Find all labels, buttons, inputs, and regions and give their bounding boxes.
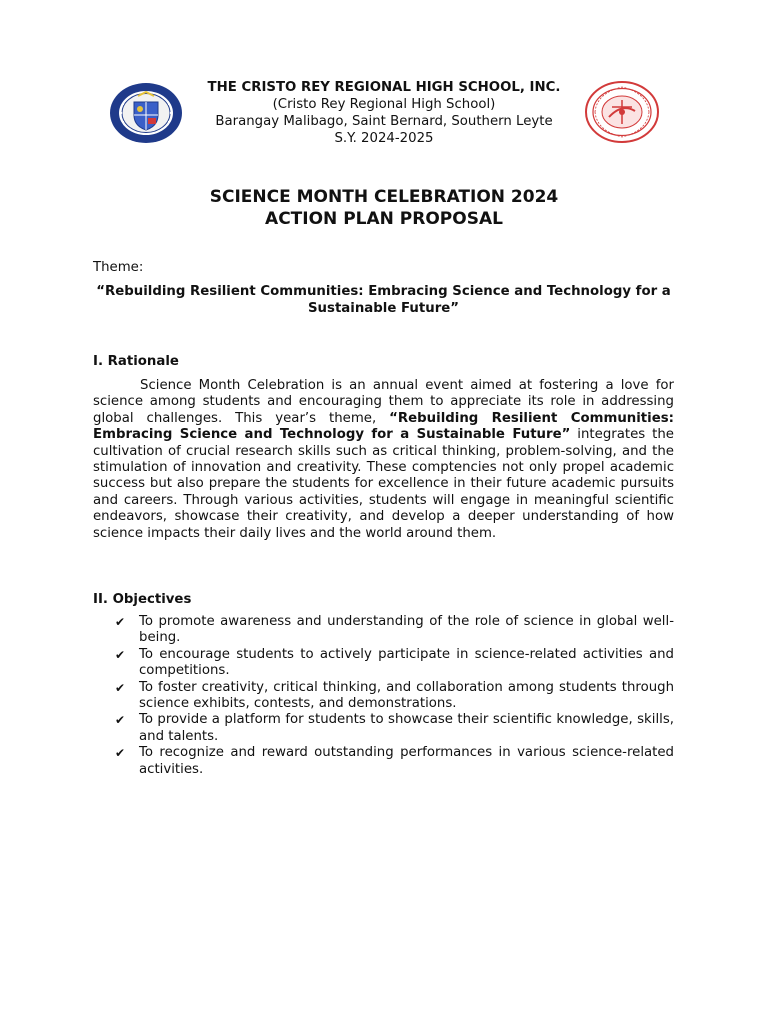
school-seal-logo <box>585 81 659 143</box>
objective-text: To provide a platform for students to showcase their scientific knowledge, skills, and talents. <box>139 712 674 744</box>
objective-item <box>93 712 674 745</box>
school-address: Barangay Malibago, Saint Bernard, Southern Leyte <box>215 114 553 129</box>
checkmark-icon: ✔ <box>115 713 126 728</box>
title-line-1: SCIENCE MONTH CELEBRATION 2024 <box>209 187 559 207</box>
document-title <box>0 186 768 230</box>
title-line-2: ACTION PLAN PROPOSAL <box>265 209 503 229</box>
checkmark-icon: ✔ <box>115 615 126 629</box>
school-name: THE CRISTO REY REGIONAL HIGH SCHOOL, INC. <box>207 80 561 95</box>
rationale-theme-bold: “Rebuilding Resilient Communities: Embracing Science and Technology for a Sustainable Future” <box>93 410 674 443</box>
objectives-heading: II. Objectives <box>93 592 192 607</box>
school-header <box>184 79 584 147</box>
school-short-name: (Cristo Rey Regional High School) <box>272 97 496 112</box>
objective-item <box>93 680 674 713</box>
checkmark-icon: ✔ <box>115 680 126 695</box>
objective-text: To recognize and reward outstanding performances in various science-related activities. <box>139 745 674 777</box>
rationale-text-part-1: Science Month Celebration is an annual event aimed at fostering a love for science among students and encouraging them to appreciate its role in addressing global challenges. This year’s theme, <box>93 378 674 426</box>
objective-text: To foster creativity, critical thinking, and collaboration among students through science exhibits, contests, and demonstrations. <box>139 679 674 712</box>
objective-text: To promote awareness and understanding of the role of science in global well-being. <box>139 614 674 646</box>
rationale-heading: I. Rationale <box>93 354 179 369</box>
checkmark-icon: ✔ <box>115 647 126 662</box>
objectives-list <box>93 614 674 778</box>
deped-seal-logo <box>109 82 183 144</box>
objective-text: To encourage students to actively participate in science-related activities and competitions. <box>139 646 674 679</box>
theme-label: Theme: <box>93 260 144 275</box>
objective-item <box>93 614 674 647</box>
rationale-paragraph <box>93 378 674 542</box>
rationale-text-part-2: integrates the cultivation of crucial research skills such as critical thinking, problem-solving, and the stimulation of innovation and creativity. These comptencies not only propel academic success but also prepare the students for excellence in their future academic pursuits and careers. Through various activities, students will engage in meaningful scientific endeavors, showcase their creativity, and develop a deeper understanding of how science impacts their daily lives and the world around them. <box>93 427 674 541</box>
theme-text: “Rebuilding Resilient Communities: Embracing Science and Technology for a Sustainable Future” <box>96 284 671 316</box>
checkmark-icon: ✔ <box>115 746 126 761</box>
objective-item <box>93 745 674 778</box>
school-year: S.Y. 2024-2025 <box>334 131 434 146</box>
objective-item <box>93 647 674 680</box>
